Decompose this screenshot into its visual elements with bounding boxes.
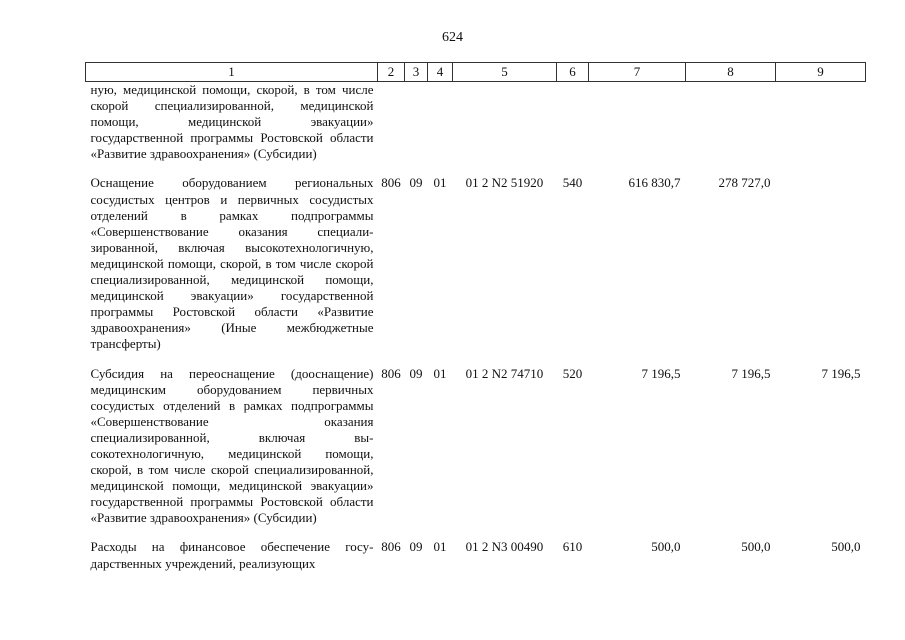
header-cell-4: 4 — [428, 63, 453, 82]
row-amount-col8 — [686, 82, 776, 176]
row-subsection-code: 01 — [433, 365, 447, 381]
row-description: Оснащение оборудованием региональных сосудистых центров и первичных сосудистых отделений в рамках подпрограммы «Совершенствование оказания специализированной, включая высокотехнологичную, медицинской помощи, скорой, в том числе скорой специализированной, медицинской помощи, медицинской эвакуации» государственной программы Ростовской области «Развитие здравоохранения» (Иные межбюджетные трансферты) — [90, 175, 374, 352]
row-subsection-code: 01 — [433, 175, 447, 191]
row-amount-col7: 500,0 — [651, 539, 681, 555]
header-cell-5: 5 — [453, 63, 557, 82]
row-expense-type — [557, 82, 589, 176]
row-target-article — [453, 82, 557, 176]
header-cell-9: 9 — [776, 63, 866, 82]
row-section-code: 09 — [409, 175, 423, 191]
header-row — [86, 63, 866, 82]
row-description: Расходы на финансовое обеспечение государственных учреждений, реализующих — [90, 539, 374, 571]
table-header — [86, 63, 866, 82]
row-description: Субсидия на переоснащение (дооснащение) медицинским оборудованием первичных сосудистых отделений в рамках подпрограммы «Совершенствование оказания специализированной, включая высокотехнологичную, медицинской помощи, скорой, в том числе скорой специализированной, медицинской помощи, медицинской эвакуации» государственной программы Ростовской области «Развитие здравоохранения» (Субсидии) — [90, 365, 374, 526]
row-ministry-code: 806 — [381, 175, 401, 191]
row-amount-col7 — [589, 82, 686, 176]
row-ministry-code: 806 — [381, 365, 401, 381]
row-amount-col8: 7 196,5 — [731, 365, 771, 381]
header-cell-3: 3 — [405, 63, 428, 82]
row-target-article: 01 2 N3 00490 — [465, 539, 544, 555]
header-cell-2: 2 — [378, 63, 405, 82]
row-section-code — [405, 82, 428, 176]
row-amount-col9 — [776, 82, 866, 176]
row-expense-type: 540 — [562, 175, 583, 191]
header-cell-7: 7 — [589, 63, 686, 82]
row-amount-col7: 7 196,5 — [641, 365, 681, 381]
table-row — [86, 82, 866, 176]
row-section-code: 09 — [409, 539, 423, 555]
row-subsection-code — [428, 82, 453, 176]
table-row — [86, 539, 866, 584]
header-cell-1: 1 — [86, 63, 378, 82]
table-body — [86, 82, 866, 585]
row-description: ную, медицинской помощи, скорой, в том числе скорой специализированной, медицинской помощи, медицинской эвакуации» государственной программы Ростовской области «Развитие здравоохранения» (Субсидии) — [90, 82, 374, 162]
page-number: 624 — [442, 30, 463, 45]
row-amount-col9: 7 196,5 — [821, 365, 861, 381]
header-cell-6: 6 — [557, 63, 589, 82]
row-amount-col8: 500,0 — [741, 539, 771, 555]
header-cell-8: 8 — [686, 63, 776, 82]
row-section-code: 09 — [409, 365, 423, 381]
row-expense-type: 610 — [562, 539, 583, 555]
table-row — [86, 366, 866, 540]
row-amount-col8: 278 727,0 — [718, 175, 771, 191]
row-amount-col9 — [776, 175, 866, 365]
row-target-article: 01 2 N2 74710 — [465, 365, 544, 381]
row-target-article: 01 2 N2 51920 — [465, 175, 544, 191]
table-row — [86, 175, 866, 365]
row-ministry-code — [378, 82, 405, 176]
budget-table — [85, 62, 866, 585]
row-amount-col9: 500,0 — [831, 539, 861, 555]
row-subsection-code: 01 — [433, 539, 447, 555]
row-amount-col7: 616 830,7 — [628, 175, 681, 191]
row-ministry-code: 806 — [381, 539, 401, 555]
row-expense-type: 520 — [562, 365, 583, 381]
